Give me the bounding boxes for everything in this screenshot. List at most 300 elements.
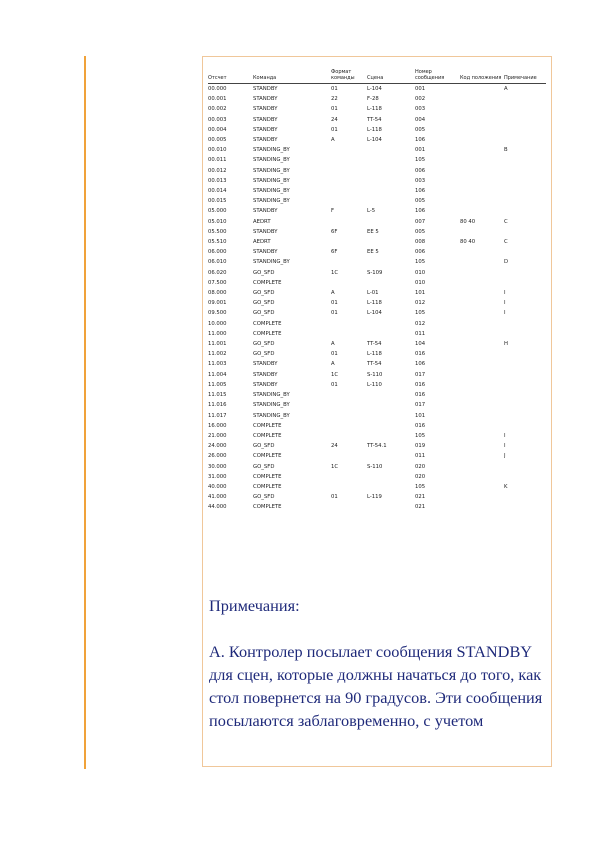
cell-command: STANDBY bbox=[253, 371, 278, 378]
cell-note bbox=[504, 390, 546, 400]
cell-countdown: 10.000 bbox=[208, 320, 227, 327]
cell-command-format: 1C bbox=[331, 269, 339, 276]
cell-countdown: 09.500 bbox=[208, 310, 227, 317]
table-row bbox=[208, 472, 546, 482]
cell-command: STANDBY bbox=[253, 106, 278, 113]
cell-scene: L-118 bbox=[367, 351, 382, 358]
cell-note: D bbox=[504, 259, 509, 266]
table-row bbox=[208, 370, 546, 380]
cell-note: I bbox=[504, 443, 506, 450]
cell-command-format: 22 bbox=[331, 96, 338, 103]
table-row bbox=[208, 380, 546, 390]
cell-countdown: 00.000 bbox=[208, 86, 227, 92]
cell-scene bbox=[367, 400, 415, 410]
cell-countdown: 11.015 bbox=[208, 392, 227, 399]
header-countdown: Отсчет bbox=[208, 65, 253, 84]
cell-command: STANDING_BY bbox=[253, 167, 290, 174]
table-row bbox=[208, 135, 546, 145]
cell-message-number: 003 bbox=[415, 106, 426, 113]
cell-message-number: 021 bbox=[415, 494, 426, 501]
cell-message-number: 017 bbox=[415, 402, 426, 409]
cell-command: STANDBY bbox=[253, 86, 278, 92]
table-row bbox=[208, 145, 546, 155]
table-row bbox=[208, 359, 546, 369]
cell-scene bbox=[367, 431, 415, 441]
table-row bbox=[208, 176, 546, 186]
cell-note bbox=[504, 329, 546, 339]
cell-countdown: 05.000 bbox=[208, 208, 227, 215]
cell-countdown: 05.510 bbox=[208, 239, 227, 246]
cell-message-number: 016 bbox=[415, 381, 426, 388]
cell-command: AEDRT bbox=[253, 218, 271, 225]
cell-countdown: 11.017 bbox=[208, 412, 227, 419]
table-row bbox=[208, 247, 546, 257]
cell-note bbox=[504, 462, 546, 472]
cell-note bbox=[504, 155, 546, 165]
cell-command-format: 01 bbox=[331, 494, 338, 501]
cell-command-format bbox=[331, 145, 367, 155]
table-row bbox=[208, 502, 546, 512]
cell-position-code bbox=[460, 472, 504, 482]
table-row bbox=[208, 319, 546, 329]
cell-command-format: 01 bbox=[331, 351, 338, 358]
cell-command-format: A bbox=[331, 341, 335, 348]
cell-command: AEDRT bbox=[253, 239, 271, 246]
header-note: Примечание bbox=[504, 65, 546, 84]
cell-command: COMPLETE bbox=[253, 453, 282, 460]
cell-scene: F-28 bbox=[367, 96, 379, 103]
cell-scene: TT-54.1 bbox=[367, 443, 387, 450]
cue-table bbox=[208, 65, 546, 513]
cell-note bbox=[504, 125, 546, 135]
cell-position-code bbox=[460, 349, 504, 359]
cell-note: A bbox=[504, 86, 508, 92]
cell-scene bbox=[367, 329, 415, 339]
cell-command: GO_SFD bbox=[253, 290, 275, 297]
cell-message-number: 105 bbox=[415, 259, 426, 266]
table-row bbox=[208, 349, 546, 359]
cell-command-format bbox=[331, 329, 367, 339]
cell-command: GO_SFD bbox=[253, 494, 275, 501]
cell-message-number: 017 bbox=[415, 371, 426, 378]
table-header-row bbox=[208, 65, 546, 84]
cell-countdown: 16.000 bbox=[208, 422, 227, 429]
cell-position-code bbox=[460, 145, 504, 155]
cell-scene: L-104 bbox=[367, 310, 382, 317]
cell-position-code bbox=[460, 308, 504, 318]
cell-message-number: 016 bbox=[415, 422, 426, 429]
margin-rule bbox=[84, 56, 86, 769]
cell-command: COMPLETE bbox=[253, 483, 282, 490]
cell-message-number: 105 bbox=[415, 157, 426, 164]
table-row bbox=[208, 94, 546, 104]
cell-message-number: 006 bbox=[415, 167, 426, 174]
cell-position-code: 80 40 bbox=[460, 218, 476, 225]
cell-command-format: 01 bbox=[331, 106, 338, 113]
cell-message-number: 005 bbox=[415, 228, 426, 235]
cell-countdown: 06.020 bbox=[208, 269, 227, 276]
cell-command-format bbox=[331, 482, 367, 492]
cell-scene: L-118 bbox=[367, 126, 382, 133]
cell-note bbox=[504, 492, 546, 502]
table-row bbox=[208, 329, 546, 339]
cell-note bbox=[504, 319, 546, 329]
cell-position-code bbox=[460, 492, 504, 502]
cell-command: STANDING_BY bbox=[253, 147, 290, 154]
cell-command: STANDING_BY bbox=[253, 402, 290, 409]
cell-command-format bbox=[331, 400, 367, 410]
cell-position-code bbox=[460, 94, 504, 104]
cell-message-number: 104 bbox=[415, 341, 426, 348]
cell-countdown: 11.000 bbox=[208, 330, 227, 337]
table-row bbox=[208, 278, 546, 288]
cell-command: STANDBY bbox=[253, 116, 278, 123]
cell-note: I bbox=[504, 310, 506, 317]
cell-scene bbox=[367, 502, 415, 512]
cell-message-number: 002 bbox=[415, 96, 426, 103]
cell-command-format bbox=[331, 166, 367, 176]
cell-command: COMPLETE bbox=[253, 432, 282, 439]
cell-countdown: 00.010 bbox=[208, 147, 227, 154]
table-row bbox=[208, 104, 546, 114]
cell-countdown: 11.005 bbox=[208, 381, 227, 388]
cell-position-code bbox=[460, 257, 504, 267]
cell-command: GO_SFD bbox=[253, 443, 275, 450]
cell-note bbox=[504, 104, 546, 114]
cell-countdown: 30.000 bbox=[208, 463, 227, 470]
header-scene: Сцена bbox=[367, 65, 415, 84]
table-row bbox=[208, 186, 546, 196]
cell-scene: S-110 bbox=[367, 463, 383, 470]
cell-note bbox=[504, 400, 546, 410]
cell-position-code bbox=[460, 451, 504, 461]
cell-position-code bbox=[460, 462, 504, 472]
table-row bbox=[208, 441, 546, 451]
cell-note bbox=[504, 349, 546, 359]
cell-countdown: 09.001 bbox=[208, 300, 227, 307]
cell-countdown: 40.000 bbox=[208, 483, 227, 490]
cell-scene bbox=[367, 411, 415, 421]
cell-position-code bbox=[460, 502, 504, 512]
cell-message-number: 010 bbox=[415, 269, 426, 276]
cell-command-format: A bbox=[331, 361, 335, 368]
cell-command-format bbox=[331, 217, 367, 227]
table-row bbox=[208, 196, 546, 206]
cell-command-format: 01 bbox=[331, 86, 338, 92]
cell-note bbox=[504, 370, 546, 380]
cell-command-format: 6F bbox=[331, 228, 338, 235]
cell-scene: L-5 bbox=[367, 208, 376, 215]
cell-command: GO_SFD bbox=[253, 463, 275, 470]
content-frame bbox=[202, 56, 552, 767]
cell-command-format: 24 bbox=[331, 443, 338, 450]
table-row bbox=[208, 217, 546, 227]
cell-command: STANDBY bbox=[253, 249, 278, 256]
cell-command-format bbox=[331, 196, 367, 206]
cell-command-format bbox=[331, 176, 367, 186]
cell-scene bbox=[367, 186, 415, 196]
cell-message-number: 016 bbox=[415, 351, 426, 358]
cell-command-format bbox=[331, 278, 367, 288]
table-row bbox=[208, 411, 546, 421]
cell-command: STANDBY bbox=[253, 381, 278, 388]
cell-note: C bbox=[504, 218, 508, 225]
cell-position-code bbox=[460, 268, 504, 278]
cell-command-format bbox=[331, 390, 367, 400]
cell-position-code bbox=[460, 288, 504, 298]
cell-command: STANDBY bbox=[253, 361, 278, 368]
cell-message-number: 106 bbox=[415, 361, 426, 368]
cell-countdown: 00.004 bbox=[208, 126, 227, 133]
cell-command: STANDING_BY bbox=[253, 259, 290, 266]
cell-message-number: 106 bbox=[415, 188, 426, 195]
cell-countdown: 08.000 bbox=[208, 290, 227, 297]
cell-scene bbox=[367, 155, 415, 165]
cell-note bbox=[504, 227, 546, 237]
cell-position-code bbox=[460, 115, 504, 125]
cell-command-format: 01 bbox=[331, 310, 338, 317]
cell-scene bbox=[367, 257, 415, 267]
table-row bbox=[208, 257, 546, 267]
cell-note bbox=[504, 206, 546, 216]
cell-scene: L-104 bbox=[367, 137, 382, 144]
cell-note bbox=[504, 176, 546, 186]
cell-command: GO_SFD bbox=[253, 351, 275, 358]
cell-position-code bbox=[460, 339, 504, 349]
cell-countdown: 11.003 bbox=[208, 361, 227, 368]
table-row bbox=[208, 206, 546, 216]
cell-scene: L-118 bbox=[367, 300, 382, 307]
cell-message-number: 005 bbox=[415, 198, 426, 205]
cell-command: STANDBY bbox=[253, 208, 278, 215]
cell-note bbox=[504, 411, 546, 421]
cell-note: I bbox=[504, 300, 506, 307]
cell-command: COMPLETE bbox=[253, 330, 282, 337]
cell-position-code bbox=[460, 298, 504, 308]
cell-note bbox=[504, 268, 546, 278]
cell-command: STANDING_BY bbox=[253, 177, 290, 184]
cell-command: STANDING_BY bbox=[253, 198, 290, 205]
cell-command: STANDBY bbox=[253, 96, 278, 103]
cell-note: K bbox=[504, 483, 508, 490]
cell-command: COMPLETE bbox=[253, 422, 282, 429]
cell-note bbox=[504, 115, 546, 125]
cell-note: I bbox=[504, 432, 506, 439]
cell-message-number: 105 bbox=[415, 483, 426, 490]
cell-note: B bbox=[504, 147, 508, 154]
cell-note bbox=[504, 421, 546, 431]
cell-note bbox=[504, 94, 546, 104]
cell-countdown: 24.000 bbox=[208, 443, 227, 450]
cell-position-code: 80 40 bbox=[460, 239, 476, 246]
cell-scene bbox=[367, 237, 415, 247]
notes-section bbox=[209, 594, 549, 732]
cell-command-format bbox=[331, 472, 367, 482]
cell-message-number: 016 bbox=[415, 392, 426, 399]
header-message-number: Номер сообщения bbox=[415, 65, 460, 84]
cell-message-number: 106 bbox=[415, 137, 426, 144]
cell-countdown: 11.002 bbox=[208, 351, 227, 358]
cell-position-code bbox=[460, 390, 504, 400]
cell-scene bbox=[367, 278, 415, 288]
cell-countdown: 00.005 bbox=[208, 137, 227, 144]
table-row bbox=[208, 431, 546, 441]
cell-position-code bbox=[460, 370, 504, 380]
cell-command: STANDBY bbox=[253, 137, 278, 144]
cell-command-format: A bbox=[331, 137, 335, 144]
cell-command: STANDING_BY bbox=[253, 392, 290, 399]
cell-countdown: 31.000 bbox=[208, 473, 227, 480]
cell-scene: TT-54 bbox=[367, 116, 382, 123]
cell-countdown: 06.000 bbox=[208, 249, 227, 256]
cell-command: COMPLETE bbox=[253, 320, 282, 327]
cell-scene: L-01 bbox=[367, 290, 379, 297]
cell-command-format: 01 bbox=[331, 381, 338, 388]
cell-note bbox=[504, 380, 546, 390]
table-row bbox=[208, 115, 546, 125]
cell-scene bbox=[367, 482, 415, 492]
cell-countdown: 11.001 bbox=[208, 341, 227, 348]
cell-note bbox=[504, 502, 546, 512]
cell-message-number: 012 bbox=[415, 320, 426, 327]
cell-position-code bbox=[460, 176, 504, 186]
cell-note: H bbox=[504, 341, 508, 348]
cell-position-code bbox=[460, 400, 504, 410]
cell-position-code bbox=[460, 431, 504, 441]
cell-message-number: 001 bbox=[415, 86, 426, 92]
cell-message-number: 105 bbox=[415, 310, 426, 317]
cell-position-code bbox=[460, 359, 504, 369]
table-row bbox=[208, 298, 546, 308]
cell-countdown: 00.015 bbox=[208, 198, 227, 205]
cell-position-code bbox=[460, 227, 504, 237]
cell-message-number: 003 bbox=[415, 177, 426, 184]
cell-message-number: 001 bbox=[415, 147, 426, 154]
cell-command: GO_SFD bbox=[253, 341, 275, 348]
cell-countdown: 07.500 bbox=[208, 279, 227, 286]
table-row bbox=[208, 166, 546, 176]
cell-scene: L-104 bbox=[367, 86, 382, 92]
notes-heading: Примечания: bbox=[209, 596, 300, 615]
cell-command-format bbox=[331, 431, 367, 441]
cell-scene: L-110 bbox=[367, 381, 382, 388]
table-row bbox=[208, 227, 546, 237]
cell-position-code bbox=[460, 155, 504, 165]
header-command: Команда bbox=[253, 65, 331, 84]
cell-position-code bbox=[460, 319, 504, 329]
table-row bbox=[208, 125, 546, 135]
cell-command-format: F bbox=[331, 208, 335, 215]
cell-note bbox=[504, 472, 546, 482]
cell-scene: TT-54 bbox=[367, 361, 382, 368]
cell-command-format bbox=[331, 237, 367, 247]
table-row bbox=[208, 308, 546, 318]
table-row bbox=[208, 400, 546, 410]
cell-command: COMPLETE bbox=[253, 504, 282, 511]
cell-position-code bbox=[460, 104, 504, 114]
table-row bbox=[208, 492, 546, 502]
cell-position-code bbox=[460, 166, 504, 176]
table-row bbox=[208, 390, 546, 400]
cell-note: C bbox=[504, 239, 508, 246]
cell-command-format: 1C bbox=[331, 463, 339, 470]
cell-message-number: 010 bbox=[415, 279, 426, 286]
cell-countdown: 21.000 bbox=[208, 432, 227, 439]
cell-command-format bbox=[331, 451, 367, 461]
cell-command-format bbox=[331, 411, 367, 421]
notes-text: А. Контролер посылает сообщения STANDBY для сцен, которые должны начаться до того, как стол повернется на 90 градусов. Эти сообщения посылаются заблаговременно, с учетом bbox=[209, 642, 543, 730]
cell-command-format: A bbox=[331, 290, 335, 297]
cell-message-number: 004 bbox=[415, 116, 426, 123]
cell-position-code bbox=[460, 135, 504, 145]
cell-note bbox=[504, 278, 546, 288]
cell-position-code bbox=[460, 380, 504, 390]
cell-scene bbox=[367, 390, 415, 400]
cell-countdown: 05.500 bbox=[208, 228, 227, 235]
cell-scene: EE 5 bbox=[367, 249, 379, 256]
cell-scene bbox=[367, 196, 415, 206]
cell-position-code bbox=[460, 196, 504, 206]
cell-note: J bbox=[504, 453, 506, 460]
cell-note bbox=[504, 166, 546, 176]
cell-scene: L-118 bbox=[367, 106, 382, 113]
cell-position-code bbox=[460, 411, 504, 421]
table-row bbox=[208, 339, 546, 349]
cell-position-code bbox=[460, 482, 504, 492]
table-row bbox=[208, 237, 546, 247]
cell-message-number: 007 bbox=[415, 218, 426, 225]
cell-scene bbox=[367, 319, 415, 329]
cell-message-number: 020 bbox=[415, 473, 426, 480]
cell-scene bbox=[367, 472, 415, 482]
cell-command-format bbox=[331, 155, 367, 165]
cell-command-format: 01 bbox=[331, 126, 338, 133]
cell-position-code bbox=[460, 441, 504, 451]
cell-position-code bbox=[460, 247, 504, 257]
cell-position-code bbox=[460, 278, 504, 288]
cell-message-number: 105 bbox=[415, 432, 426, 439]
cell-message-number: 020 bbox=[415, 463, 426, 470]
cell-position-code bbox=[460, 186, 504, 196]
cell-countdown: 00.003 bbox=[208, 116, 227, 123]
cell-command: STANDING_BY bbox=[253, 157, 290, 164]
cell-command: STANDBY bbox=[253, 228, 278, 235]
cell-countdown: 00.014 bbox=[208, 188, 227, 195]
cell-position-code bbox=[460, 125, 504, 135]
cell-command: STANDING_BY bbox=[253, 188, 290, 195]
cell-command: STANDBY bbox=[253, 126, 278, 133]
cell-command-format bbox=[331, 319, 367, 329]
header-position-code: Код положения bbox=[460, 65, 504, 84]
cell-countdown: 41.000 bbox=[208, 494, 227, 501]
cell-countdown: 00.011 bbox=[208, 157, 227, 164]
cell-message-number: 011 bbox=[415, 330, 426, 337]
cell-note: I bbox=[504, 290, 506, 297]
table-row bbox=[208, 451, 546, 461]
cell-countdown: 00.013 bbox=[208, 177, 227, 184]
cell-scene bbox=[367, 217, 415, 227]
cell-command-format: 1C bbox=[331, 371, 339, 378]
cell-countdown: 00.002 bbox=[208, 106, 227, 113]
table-row bbox=[208, 155, 546, 165]
cell-command: COMPLETE bbox=[253, 473, 282, 480]
cell-message-number: 005 bbox=[415, 126, 426, 133]
cell-command-format: 01 bbox=[331, 300, 338, 307]
table-row bbox=[208, 421, 546, 431]
cell-scene bbox=[367, 451, 415, 461]
cell-scene bbox=[367, 421, 415, 431]
cell-position-code bbox=[460, 421, 504, 431]
